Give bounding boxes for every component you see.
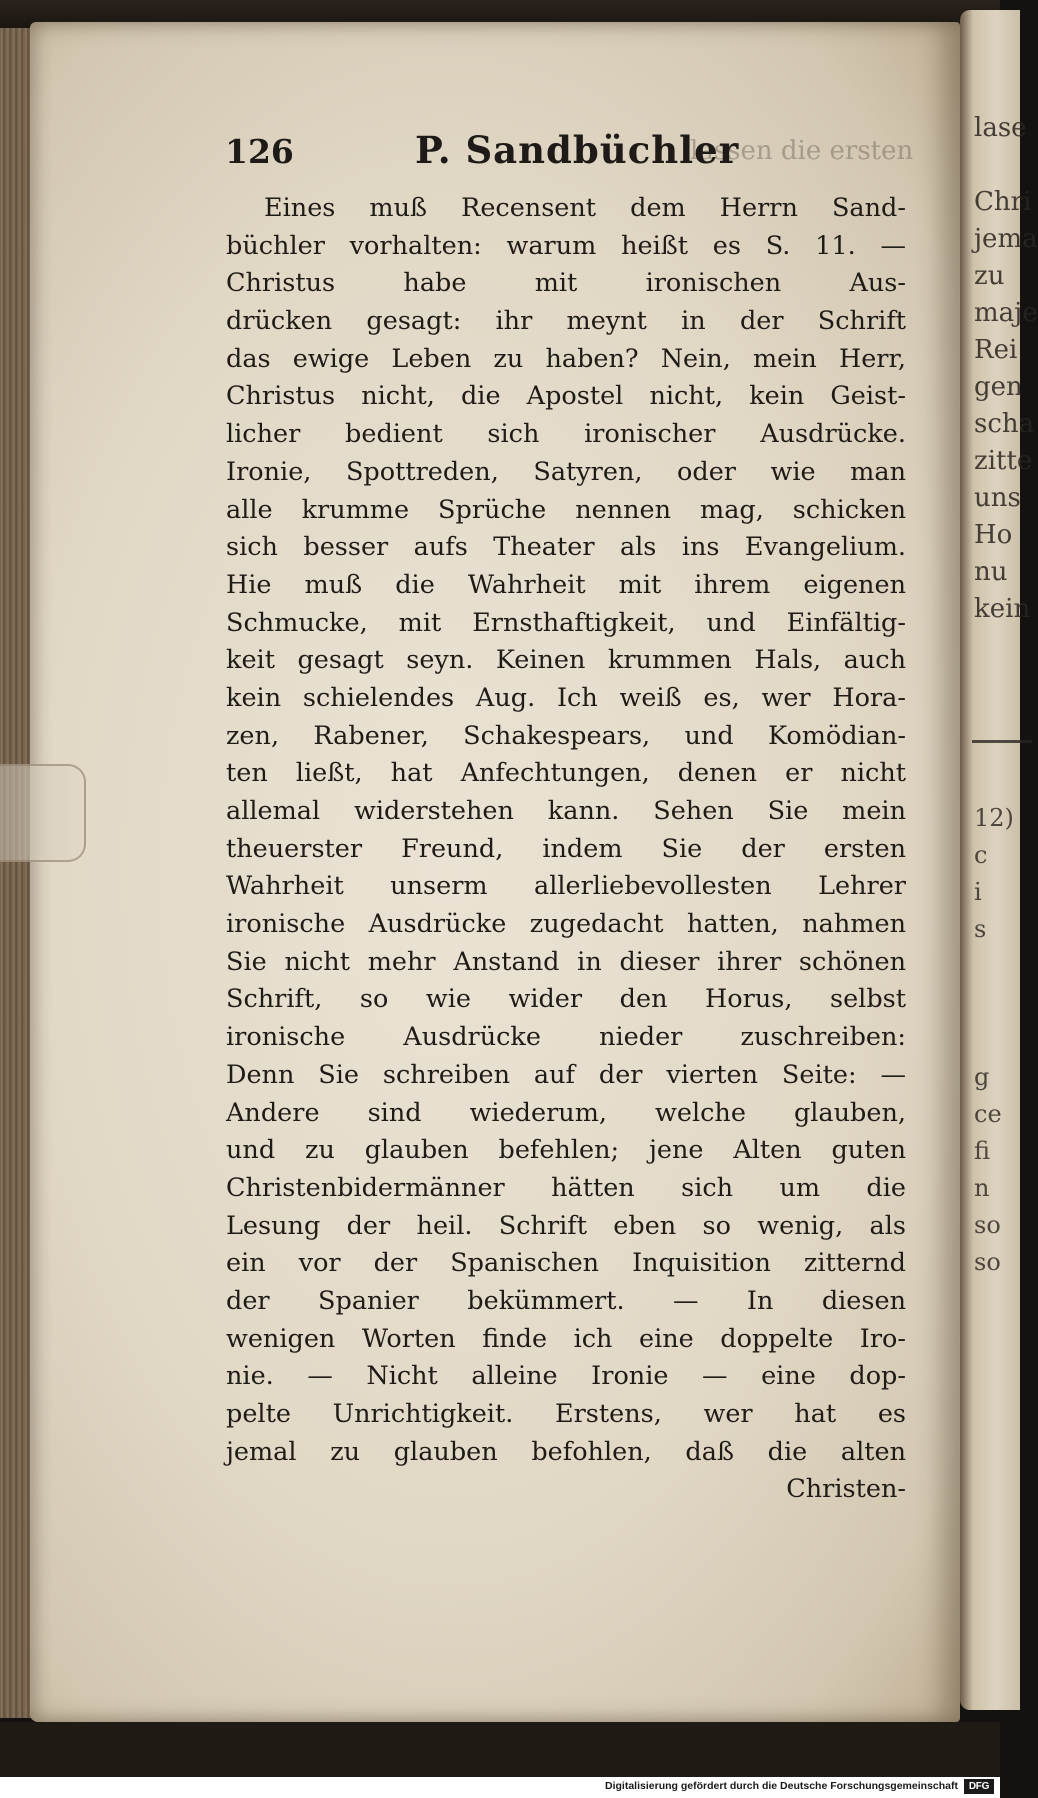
text-line: Wahrheit unserm allerliebevollesten Lehrer — [226, 871, 906, 902]
text-line: jemal zu glauben befohlen, daß die alten — [226, 1436, 906, 1467]
facing-page-fragment: g — [974, 1063, 990, 1091]
facing-page-fragment — [974, 985, 1014, 1022]
facing-page-fragment: nu — [974, 557, 1008, 587]
text-line: Schmucke, mit Ernsthaftigkeit, und Einfältig- — [226, 607, 906, 638]
footer-bar — [0, 1777, 1000, 1798]
facing-page-fragment: scha — [974, 409, 1035, 439]
facing-page-fragment: fi — [974, 1137, 991, 1165]
text-line: alle krumme Sprüche nennen mag, schicken — [226, 494, 906, 525]
running-title: P. Sandbüchler — [415, 128, 740, 172]
facing-page-fragment: ce — [974, 1100, 1002, 1128]
facing-page-fragment: i — [974, 878, 982, 906]
text-line: Hie muß die Wahrheit mit ihrem eigenen — [226, 569, 906, 600]
facing-page-fragment: Rei — [974, 335, 1018, 365]
text-line: theuerster Freund, indem Sie der ersten — [226, 833, 906, 864]
facing-page-fragment: gen — [974, 372, 1023, 402]
text-line: pelte Unrichtigkeit. Erstens, wer hat es — [226, 1399, 906, 1429]
facing-page-fragment: so — [974, 1211, 1001, 1239]
text-line: nie. — Nicht alleine Ironie — eine dop- — [226, 1361, 906, 1392]
text-line: allemal widerstehen kann. Sehen Sie mein — [226, 796, 906, 826]
facing-page-fragment: uns — [974, 483, 1021, 513]
text-line: Eines muß Recensent dem Herrn Sand- — [264, 193, 906, 223]
facing-page-fragment: s — [974, 915, 987, 943]
text-line: ironische Ausdrücke zugedacht hatten, nahmen — [226, 909, 906, 940]
facing-page-fragment: lase — [974, 113, 1027, 143]
bleed-through-text: lassen die ersten — [690, 136, 914, 166]
facing-page-fragment: Chri — [974, 187, 1032, 217]
footer-credit: Digitalisierung gefördert durch die Deutsche Forschungsgemeinschaft — [605, 1780, 958, 1792]
text-line: kein schielendes Aug. Ich weiß es, wer Hora- — [226, 682, 906, 713]
catchword: Christen- — [786, 1474, 906, 1505]
facing-page-fragment: zitte — [974, 446, 1033, 476]
text-line: Schrift, so wie wider den Horus, selbst — [226, 984, 906, 1015]
text-line: ironische Ausdrücke nieder zuschreiben: — [226, 1022, 906, 1053]
facing-page-fragment: kein — [974, 594, 1031, 624]
facing-page-fragment: zu — [974, 261, 1005, 291]
facing-page-text-bottom — [974, 800, 1014, 1281]
text-line: das ewige Leben zu haben? Nein, mein Herr, — [226, 343, 906, 374]
text-line: zen, Rabener, Schakespears, und Komödian- — [226, 720, 906, 751]
facing-page-fragment — [974, 147, 1014, 184]
text-line: Lesung der heil. Schrift eben so wenig, als — [226, 1210, 906, 1241]
facing-page-fragment: Ho — [974, 520, 1013, 550]
facing-page-fragment: c — [974, 841, 988, 869]
running-header — [225, 128, 945, 182]
facing-page-edge — [960, 10, 1038, 1710]
text-line: Andere sind wiederum, welche glauben, — [226, 1097, 906, 1128]
scan-bottom-edge — [0, 1722, 1000, 1777]
text-line: Sie nicht mehr Anstand in dieser ihrer schönen — [226, 946, 906, 977]
page-tab — [0, 764, 86, 862]
dfg-logo: DFG — [964, 1779, 994, 1794]
facing-page-rule — [972, 740, 1032, 743]
text-line: Christenbidermänner hätten sich um die — [226, 1172, 906, 1203]
text-line: wenigen Worten finde ich eine doppelte Iro- — [226, 1323, 906, 1354]
text-line: Christus nicht, die Apostel nicht, kein Geist- — [226, 381, 906, 412]
text-line: sich besser aufs Theater als ins Evangelium. — [226, 532, 906, 563]
text-line: und zu glauben befehlen; jene Alten guten — [226, 1135, 906, 1166]
body-text — [226, 190, 906, 1509]
facing-page-fragment — [974, 1022, 1014, 1059]
facing-page-fragment: 12) — [974, 804, 1014, 832]
text-line: der Spanier bekümmert. — In diesen — [226, 1285, 906, 1316]
text-line: keit gesagt seyn. Keinen krummen Hals, auch — [226, 645, 906, 676]
facing-page-fragment: maje — [974, 298, 1038, 328]
facing-page-fragment — [974, 948, 1014, 985]
page-number: 126 — [225, 132, 294, 171]
text-line: Christus habe mit ironischen Aus- — [226, 268, 906, 299]
text-line: drücken gesagt: ihr meynt in der Schrift — [226, 306, 906, 337]
text-line: büchler vorhalten: warum heißt es S. 11. — — [226, 230, 906, 261]
facing-page-fragment: jema — [974, 224, 1038, 254]
facing-page-text-top — [974, 110, 1038, 628]
text-line: Ironie, Spottreden, Satyren, oder wie man — [226, 456, 906, 487]
text-line: licher bedient sich ironischer Ausdrücke. — [226, 419, 906, 450]
text-line: ein vor der Spanischen Inquisition zitternd — [226, 1248, 906, 1279]
text-line: ten ließt, hat Anfechtungen, denen er nicht — [226, 758, 906, 789]
facing-page-fragment: so — [974, 1248, 1001, 1276]
facing-page-fragment: n — [974, 1174, 990, 1202]
text-line: Denn Sie schreiben auf der vierten Seite: — — [226, 1059, 906, 1090]
